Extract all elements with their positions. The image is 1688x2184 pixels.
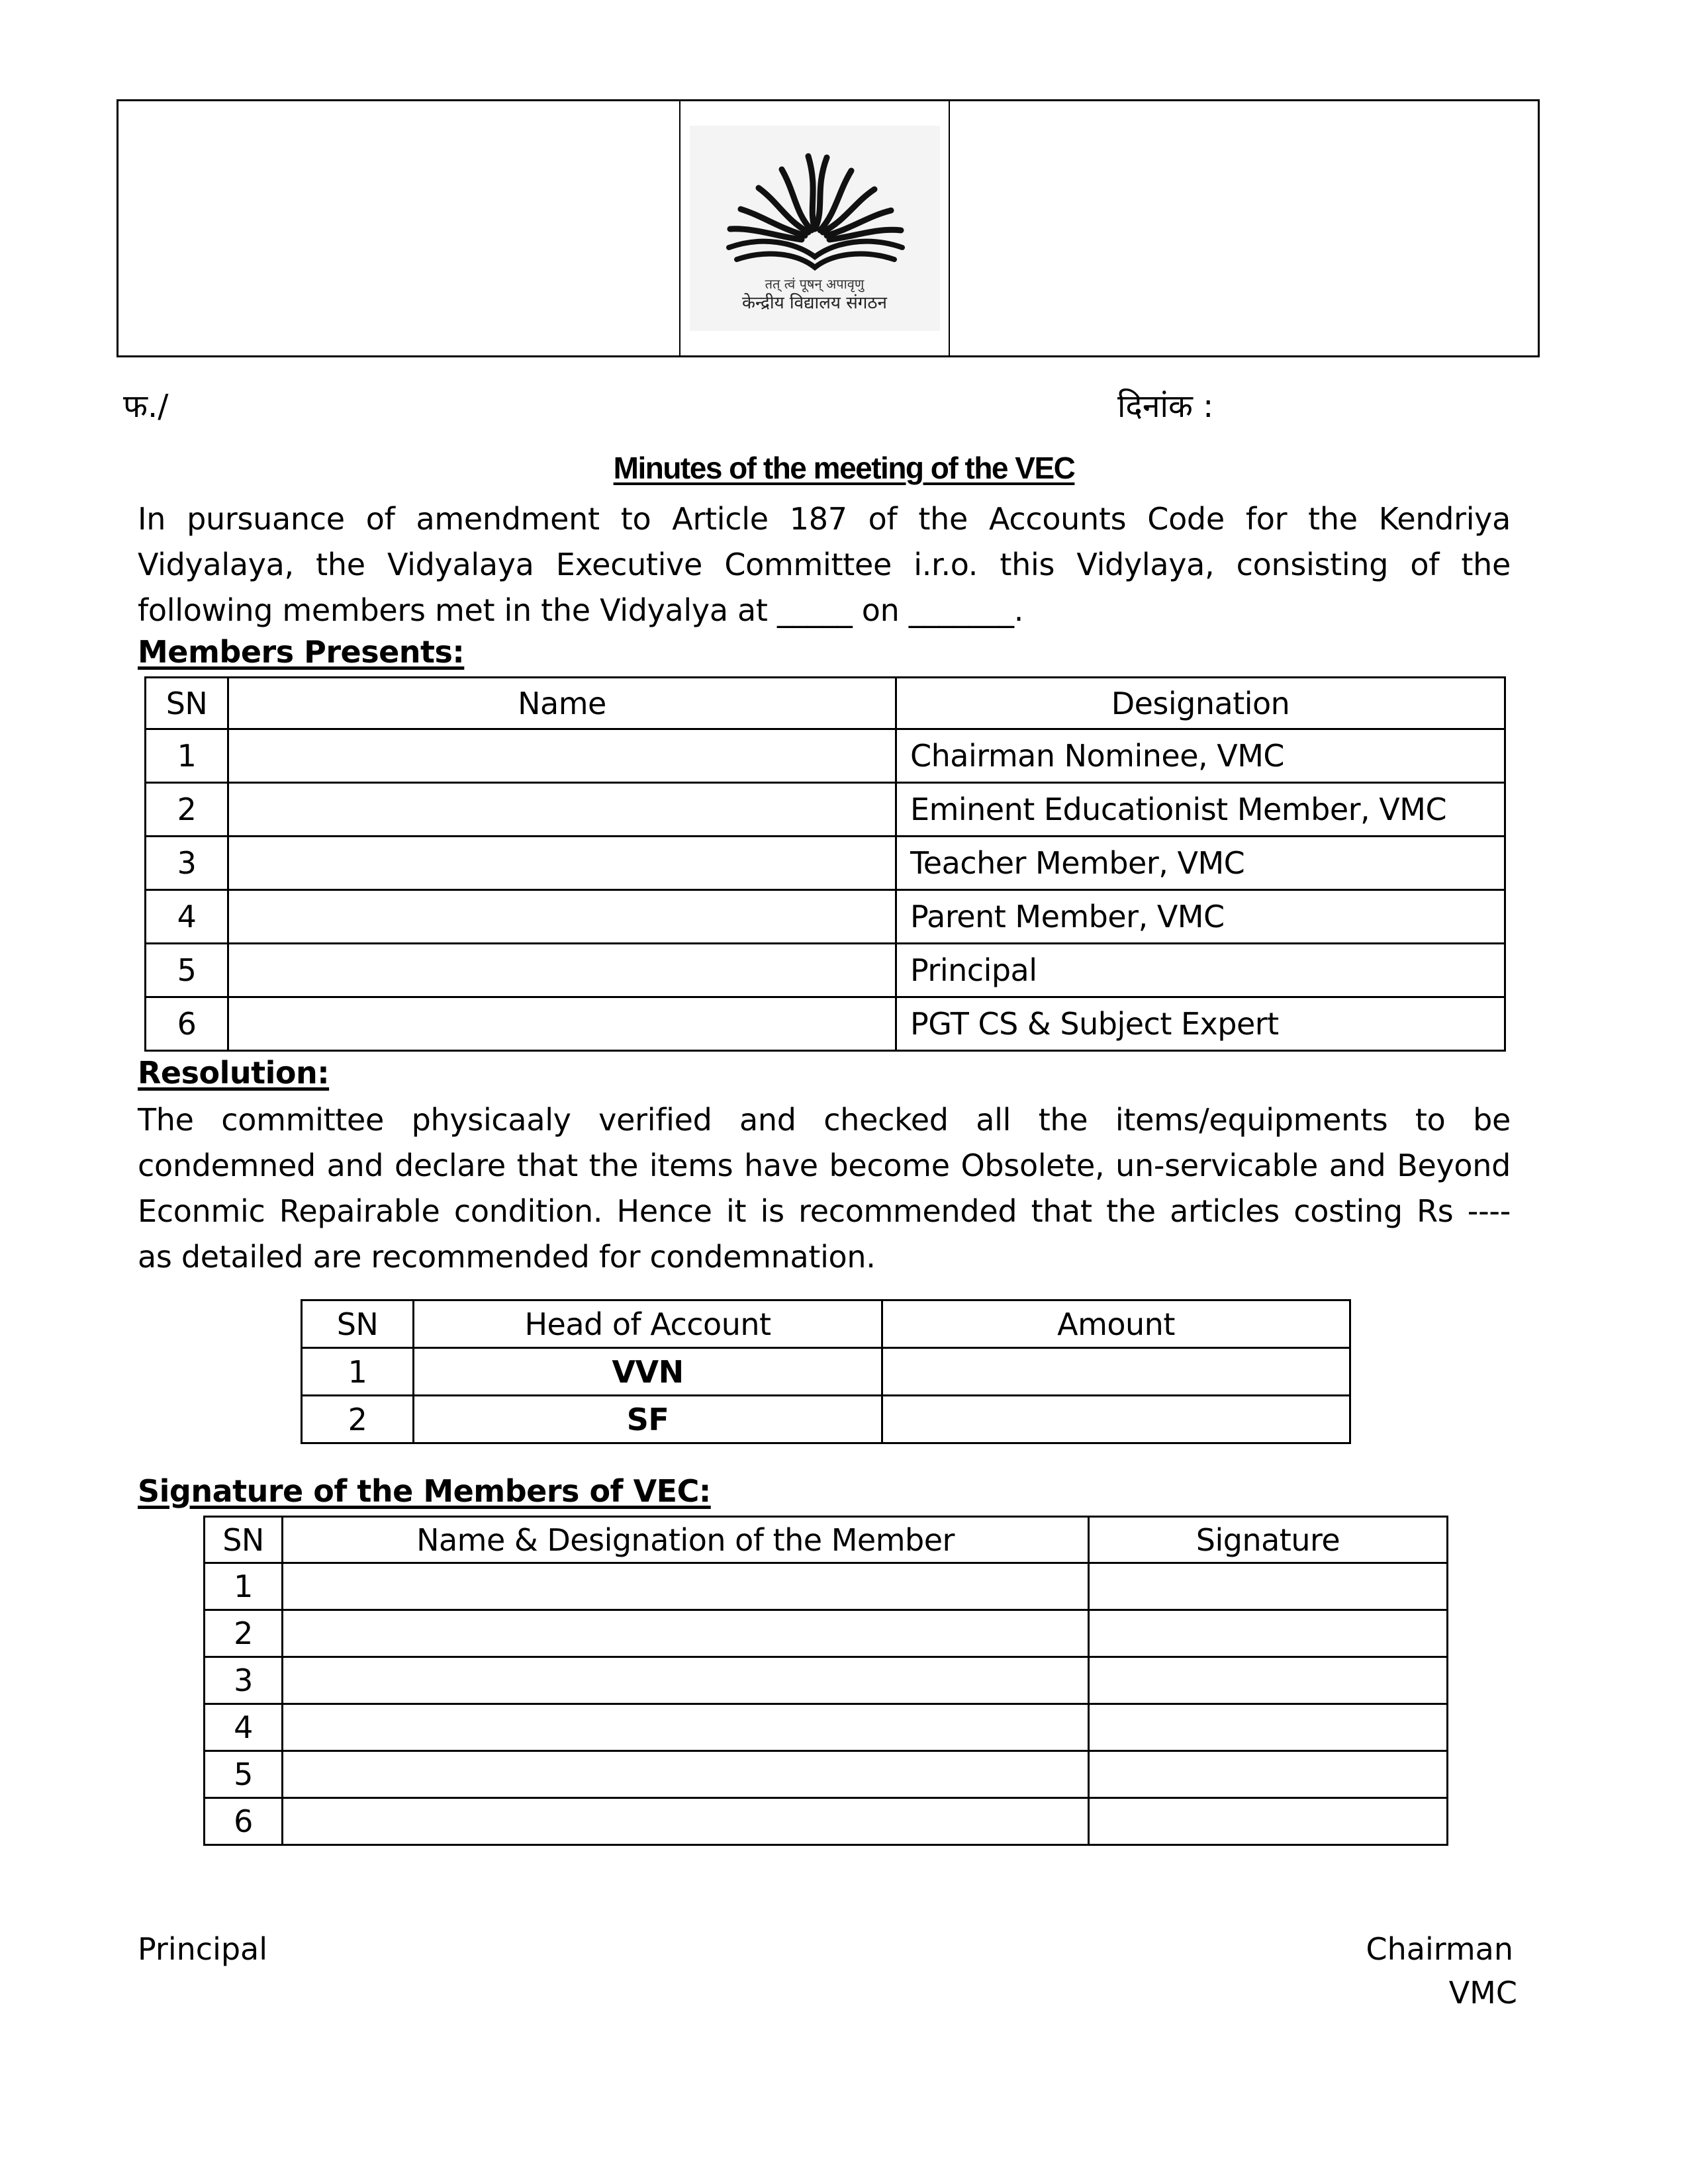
kvs-logo xyxy=(690,126,940,331)
logo-motto: तत् त्वं पूषन् अपावृणु xyxy=(765,276,865,292)
sn-cell: 6 xyxy=(146,997,228,1051)
table-row xyxy=(146,729,1505,783)
sn-cell: 1 xyxy=(146,729,228,783)
intro-line-3: following members met in the Vidyalya at _____ on _______. xyxy=(138,592,1024,628)
name-cell[interactable] xyxy=(228,944,896,997)
member-cell[interactable] xyxy=(283,1798,1089,1845)
column-header-designation: Designation xyxy=(896,678,1505,729)
members-present-heading: Members Presents: xyxy=(138,634,465,670)
table-row xyxy=(146,944,1505,997)
sn-cell: 3 xyxy=(205,1657,283,1704)
sn-cell: 4 xyxy=(205,1704,283,1751)
name-cell[interactable] xyxy=(228,729,896,783)
table-row xyxy=(146,837,1505,890)
signatures-table xyxy=(203,1516,1448,1846)
name-cell[interactable] xyxy=(228,837,896,890)
member-cell[interactable] xyxy=(283,1751,1089,1798)
resolution-heading: Resolution: xyxy=(138,1055,330,1091)
intro-line-1: In pursuance of amendment to Article 187 of the Accounts Code for the Kendriya xyxy=(138,501,1511,537)
resolution-line-1: The committee physicaaly verified and checked all the items/equipments to be xyxy=(138,1102,1511,1138)
letterhead-box xyxy=(117,99,1540,357)
page-title: Minutes of the meeting of the VEC xyxy=(613,451,1075,485)
member-cell[interactable] xyxy=(283,1563,1089,1610)
designation-cell: Principal xyxy=(896,944,1505,997)
signature-cell[interactable] xyxy=(1089,1704,1448,1751)
amount-cell[interactable] xyxy=(882,1348,1350,1396)
table-row xyxy=(146,890,1505,944)
resolution-line-4: as detailed are recommended for condemnation. xyxy=(138,1239,876,1275)
date-label: दिनांक : xyxy=(1117,388,1214,425)
amount-cell[interactable] xyxy=(882,1396,1350,1443)
head-of-account-cell: VVN xyxy=(414,1348,882,1396)
resolution-line-2: condemned and declare that the items have become Obsolete, un-servicable and Beyond xyxy=(138,1148,1511,1183)
sn-cell: 4 xyxy=(146,890,228,944)
designation-cell: Teacher Member, VMC xyxy=(896,837,1505,890)
members-present-table xyxy=(144,676,1506,1052)
letterhead-logo-cell xyxy=(680,101,950,355)
resolution-paragraph xyxy=(138,1097,1511,1280)
principal-signatory: Principal xyxy=(138,1931,268,1967)
signature-cell[interactable] xyxy=(1089,1751,1448,1798)
head-of-account-table xyxy=(301,1299,1351,1444)
head-of-account-cell: SF xyxy=(414,1396,882,1443)
column-header-member: Name & Designation of the Member xyxy=(283,1517,1089,1563)
sn-cell: 5 xyxy=(205,1751,283,1798)
sn-cell: 3 xyxy=(146,837,228,890)
sn-cell: 2 xyxy=(205,1610,283,1657)
table-row xyxy=(146,783,1505,837)
column-header-amount: Amount xyxy=(882,1300,1350,1348)
table-row xyxy=(205,1563,1448,1610)
table-row xyxy=(205,1657,1448,1704)
column-header-signature: Signature xyxy=(1089,1517,1448,1563)
logo-organization-name: केन्द्रीय विद्यालय संगठन xyxy=(742,293,887,313)
intro-line-2: Vidyalaya, the Vidyalaya Executive Committee i.r.o. this Vidylaya, consisting of the xyxy=(138,547,1511,582)
column-header-head-of-account: Head of Account xyxy=(414,1300,882,1348)
member-cell[interactable] xyxy=(283,1657,1089,1704)
table-row xyxy=(146,997,1505,1051)
table-row xyxy=(205,1610,1448,1657)
member-cell[interactable] xyxy=(283,1704,1089,1751)
member-cell[interactable] xyxy=(283,1610,1089,1657)
signatures-heading: Signature of the Members of VEC: xyxy=(138,1473,711,1509)
chairman-vmc-label: VMC xyxy=(1448,1975,1517,2011)
file-number-label: फ./ xyxy=(123,388,169,425)
sn-cell: 6 xyxy=(205,1798,283,1845)
resolution-line-3: Econmic Repairable condition. Hence it is recommended that the articles costing Rs ---- xyxy=(138,1193,1511,1229)
designation-cell: PGT CS & Subject Expert xyxy=(896,997,1505,1051)
letterhead-left-cell xyxy=(118,101,680,355)
name-cell[interactable] xyxy=(228,997,896,1051)
table-row xyxy=(205,1704,1448,1751)
table-row xyxy=(302,1396,1350,1443)
sn-cell: 1 xyxy=(205,1563,283,1610)
table-row xyxy=(302,1348,1350,1396)
table-row xyxy=(205,1798,1448,1845)
designation-cell: Chairman Nominee, VMC xyxy=(896,729,1505,783)
column-header-sn: SN xyxy=(146,678,228,729)
name-cell[interactable] xyxy=(228,890,896,944)
signature-cell[interactable] xyxy=(1089,1610,1448,1657)
letterhead-right-cell xyxy=(950,101,1538,355)
column-header-name: Name xyxy=(228,678,896,729)
name-cell[interactable] xyxy=(228,783,896,837)
chairman-signatory: Chairman xyxy=(1366,1931,1513,1967)
table-header-row xyxy=(302,1300,1350,1348)
table-row xyxy=(205,1751,1448,1798)
sn-cell: 5 xyxy=(146,944,228,997)
column-header-sn: SN xyxy=(205,1517,283,1563)
designation-cell: Parent Member, VMC xyxy=(896,890,1505,944)
sn-cell: 1 xyxy=(302,1348,414,1396)
sn-cell: 2 xyxy=(302,1396,414,1443)
sn-cell: 2 xyxy=(146,783,228,837)
table-header-row xyxy=(146,678,1505,729)
intro-paragraph xyxy=(138,496,1511,633)
signature-cell[interactable] xyxy=(1089,1798,1448,1845)
signature-cell[interactable] xyxy=(1089,1657,1448,1704)
kvs-rising-sun-book-logo-icon xyxy=(716,143,914,275)
designation-cell: Eminent Educationist Member, VMC xyxy=(896,783,1505,837)
table-header-row xyxy=(205,1517,1448,1563)
column-header-sn: SN xyxy=(302,1300,414,1348)
signature-cell[interactable] xyxy=(1089,1563,1448,1610)
